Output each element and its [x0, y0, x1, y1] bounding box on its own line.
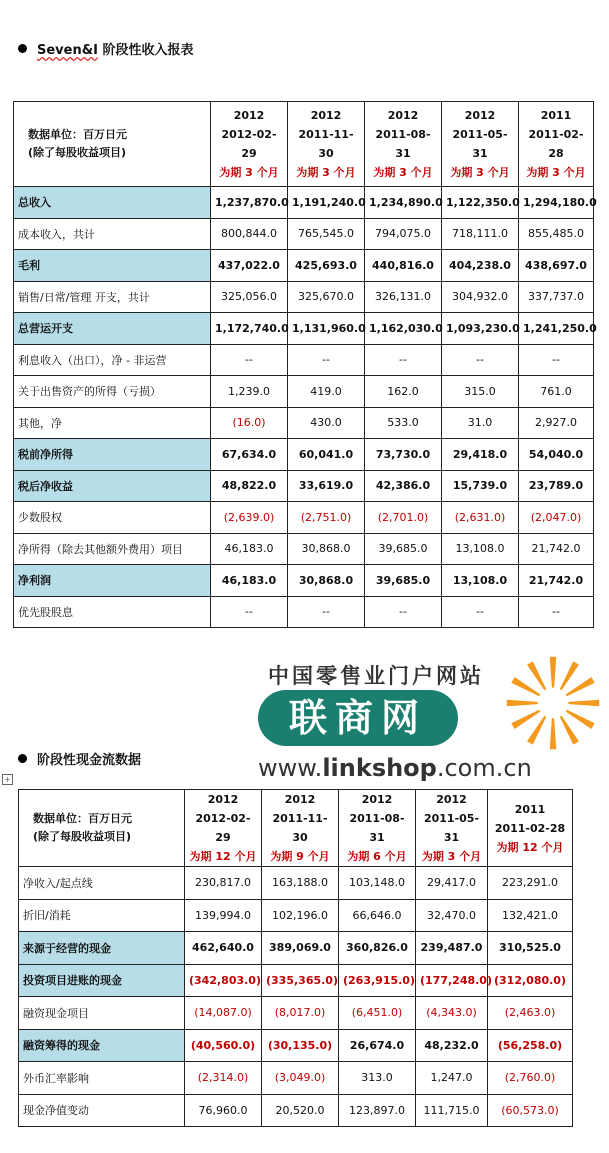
cell-value: 32,470.0: [416, 899, 488, 932]
cell-value: (3,049.0): [262, 1062, 339, 1095]
cell-value: (342,803.0): [185, 964, 262, 997]
cell-value: 29,418.0: [442, 439, 519, 471]
unit-note: 数据单位：百万日元 (除了每股收益项目): [19, 790, 185, 867]
cell-value: (2,631.0): [442, 502, 519, 534]
cashflow-section-title: [18, 749, 141, 768]
cell-value: (2,463.0): [488, 997, 573, 1030]
row-label: 融资现金项目: [19, 997, 185, 1030]
cell-value: 800,844.0: [211, 218, 288, 250]
cell-value: 389,069.0: [262, 932, 339, 965]
cell-value: --: [288, 344, 365, 376]
unit-note: 数据单位：百万日元 (除了每股收益项目): [14, 102, 211, 187]
row-label: 来源于经营的现金: [19, 932, 185, 965]
cell-value: (177,248.0): [416, 964, 488, 997]
table-row: [14, 218, 594, 250]
cell-value: (2,314.0): [185, 1062, 262, 1095]
cell-value: 462,640.0: [185, 932, 262, 965]
cell-value: 315.0: [442, 376, 519, 408]
cell-value: 31.0: [442, 407, 519, 439]
cell-value: 132,421.0: [488, 899, 573, 932]
column-header: 2012 2011-08-31 为期 6 个月: [339, 790, 416, 867]
row-label: 净所得（除去其他额外费用）项目: [14, 533, 211, 565]
table-anchor-icon[interactable]: +: [2, 774, 13, 785]
cell-value: 46,183.0: [211, 565, 288, 597]
cell-value: (263,915.0): [339, 964, 416, 997]
cell-value: (14,087.0): [185, 997, 262, 1030]
table-row: [19, 1094, 573, 1127]
cell-value: 23,789.0: [519, 470, 594, 502]
title-text: 阶段性现金流数据: [37, 753, 142, 768]
cell-value: 54,040.0: [519, 439, 594, 471]
column-header: 2012 2012-02-29 为期 12 个月: [185, 790, 262, 867]
column-header: 2012 2011-11-30 为期 3 个月: [288, 102, 365, 187]
cell-value: 1,093,230.0: [442, 313, 519, 345]
bullet-icon: [18, 44, 27, 53]
cell-value: 20,520.0: [262, 1094, 339, 1127]
cell-value: 1,131,960.0: [288, 313, 365, 345]
cell-value: 1,247.0: [416, 1062, 488, 1095]
table-row: [19, 899, 573, 932]
cell-value: (8,017.0): [262, 997, 339, 1030]
row-label: 其他，净: [14, 407, 211, 439]
table-row: [14, 502, 594, 534]
row-label: 折旧/消耗: [19, 899, 185, 932]
cell-value: (6,451.0): [339, 997, 416, 1030]
cell-value: --: [365, 344, 442, 376]
cell-value: 1,294,180.0: [519, 187, 594, 219]
cashflow-header-row: [19, 790, 573, 867]
cell-value: 1,122,350.0: [442, 187, 519, 219]
cell-value: 29,417.0: [416, 867, 488, 900]
cell-value: 440,816.0: [365, 250, 442, 282]
cell-value: (60,573.0): [488, 1094, 573, 1127]
row-label: 融资筹得的现金: [19, 1029, 185, 1062]
cell-value: 794,075.0: [365, 218, 442, 250]
table-row: [14, 344, 594, 376]
cell-value: 13,108.0: [442, 533, 519, 565]
cell-value: 76,960.0: [185, 1094, 262, 1127]
cell-value: (2,760.0): [488, 1062, 573, 1095]
title-company: Seven&I: [37, 43, 98, 58]
cell-value: 30,868.0: [288, 533, 365, 565]
column-header: 2011 2011-02-28 为期 12 个月: [488, 790, 573, 867]
cell-value: (2,047.0): [519, 502, 594, 534]
row-label: 少数股权: [14, 502, 211, 534]
table-row: [14, 187, 594, 219]
cell-value: --: [288, 596, 365, 628]
row-label: 税后净收益: [14, 470, 211, 502]
cell-value: 48,822.0: [211, 470, 288, 502]
cell-value: 139,994.0: [185, 899, 262, 932]
cell-value: (56,258.0): [488, 1029, 573, 1062]
income-header-row: [14, 102, 594, 187]
logo-tagline: 中国零售业门户网站: [268, 664, 484, 688]
cell-value: 533.0: [365, 407, 442, 439]
cell-value: 438,697.0: [519, 250, 594, 282]
logo-url: www.linkshop.com.cn: [258, 754, 532, 782]
cashflow-table: [18, 789, 573, 1127]
cell-value: 66,646.0: [339, 899, 416, 932]
row-label: 净利润: [14, 565, 211, 597]
cell-value: 425,693.0: [288, 250, 365, 282]
table-row: [19, 964, 573, 997]
row-label: 销售/日常/管理 开支，共计: [14, 281, 211, 313]
row-label: 优先股股息: [14, 596, 211, 628]
cell-value: 223,291.0: [488, 867, 573, 900]
cell-value: 21,742.0: [519, 565, 594, 597]
linkshop-logo: [258, 660, 598, 790]
cell-value: (30,135.0): [262, 1029, 339, 1062]
cell-value: 39,685.0: [365, 533, 442, 565]
cell-value: 337,737.0: [519, 281, 594, 313]
cell-value: 102,196.0: [262, 899, 339, 932]
bullet-icon: [18, 754, 27, 763]
cell-value: 430.0: [288, 407, 365, 439]
cell-value: 33,619.0: [288, 470, 365, 502]
cell-value: 718,111.0: [442, 218, 519, 250]
title-text: 阶段性收入报表: [102, 43, 194, 58]
table-row: [14, 596, 594, 628]
table-row: [14, 407, 594, 439]
cell-value: --: [211, 596, 288, 628]
row-label: 成本收入，共计: [14, 218, 211, 250]
cell-value: 30,868.0: [288, 565, 365, 597]
row-label: 关于出售资产的所得（亏损）: [14, 376, 211, 408]
cell-value: 304,932.0: [442, 281, 519, 313]
cell-value: 1,237,870.0: [211, 187, 288, 219]
cell-value: 123,897.0: [339, 1094, 416, 1127]
cell-value: (2,751.0): [288, 502, 365, 534]
table-row: [14, 376, 594, 408]
cell-value: (2,639.0): [211, 502, 288, 534]
table-row: [14, 533, 594, 565]
cell-value: (335,365.0): [262, 964, 339, 997]
cell-value: --: [365, 596, 442, 628]
cell-value: --: [211, 344, 288, 376]
cell-value: 21,742.0: [519, 533, 594, 565]
column-header: 2012 2011-11-30 为期 9 个月: [262, 790, 339, 867]
table-row: [14, 250, 594, 282]
cell-value: 1,191,240.0: [288, 187, 365, 219]
column-header: 2012 2011-05-31 为期 3 个月: [442, 102, 519, 187]
cell-value: 42,386.0: [365, 470, 442, 502]
row-label: 总营运开支: [14, 313, 211, 345]
column-header: 2011 2011-02-28 为期 3 个月: [519, 102, 594, 187]
row-label: 利息收入（出口），净 - 非运营: [14, 344, 211, 376]
cell-value: (2,701.0): [365, 502, 442, 534]
cell-value: 60,041.0: [288, 439, 365, 471]
cell-value: 855,485.0: [519, 218, 594, 250]
cell-value: 163,188.0: [262, 867, 339, 900]
column-header: 2012 2011-05-31 为期 3 个月: [416, 790, 488, 867]
cell-value: 103,148.0: [339, 867, 416, 900]
table-row: [19, 1062, 573, 1095]
cell-value: 2,927.0: [519, 407, 594, 439]
cell-value: 67,634.0: [211, 439, 288, 471]
row-label: 净收入/起点线: [19, 867, 185, 900]
cell-value: 404,238.0: [442, 250, 519, 282]
table-row: [19, 932, 573, 965]
cell-value: 437,022.0: [211, 250, 288, 282]
cell-value: (40,560.0): [185, 1029, 262, 1062]
cell-value: 13,108.0: [442, 565, 519, 597]
cell-value: --: [519, 344, 594, 376]
cell-value: 419.0: [288, 376, 365, 408]
cell-value: 239,487.0: [416, 932, 488, 965]
table-row: [19, 997, 573, 1030]
cell-value: 1,172,740.0: [211, 313, 288, 345]
cell-value: 1,234,890.0: [365, 187, 442, 219]
table-row: [14, 439, 594, 471]
cell-value: 1,162,030.0: [365, 313, 442, 345]
logo-wordmark: 联商网: [258, 690, 458, 746]
cell-value: --: [519, 596, 594, 628]
cell-value: 761.0: [519, 376, 594, 408]
table-row: [14, 565, 594, 597]
cell-value: 162.0: [365, 376, 442, 408]
cell-value: (4,343.0): [416, 997, 488, 1030]
row-label: 总收入: [14, 187, 211, 219]
cell-value: 325,670.0: [288, 281, 365, 313]
cell-value: 765,545.0: [288, 218, 365, 250]
table-row: [19, 867, 573, 900]
cell-value: 310,525.0: [488, 932, 573, 965]
cell-value: 313.0: [339, 1062, 416, 1095]
row-label: 税前净所得: [14, 439, 211, 471]
table-row: [14, 470, 594, 502]
cell-value: --: [442, 596, 519, 628]
cell-value: 46,183.0: [211, 533, 288, 565]
cell-value: 111,715.0: [416, 1094, 488, 1127]
cell-value: 1,241,250.0: [519, 313, 594, 345]
cell-value: --: [442, 344, 519, 376]
table-row: [14, 281, 594, 313]
cell-value: 360,826.0: [339, 932, 416, 965]
cell-value: 325,056.0: [211, 281, 288, 313]
column-header: 2012 2012-02-29 为期 3 个月: [211, 102, 288, 187]
row-label: 现金净值变动: [19, 1094, 185, 1127]
column-header: 2012 2011-08-31 为期 3 个月: [365, 102, 442, 187]
cell-value: 73,730.0: [365, 439, 442, 471]
row-label: 外币汇率影响: [19, 1062, 185, 1095]
row-label: 毛利: [14, 250, 211, 282]
cell-value: 48,232.0: [416, 1029, 488, 1062]
cell-value: 39,685.0: [365, 565, 442, 597]
income-section-title: [18, 39, 193, 58]
cell-value: (312,080.0): [488, 964, 573, 997]
cell-value: (16.0): [211, 407, 288, 439]
sun-icon: [498, 648, 608, 758]
cell-value: 326,131.0: [365, 281, 442, 313]
table-row: [19, 1029, 573, 1062]
income-statement-table: [13, 101, 597, 628]
cell-value: 26,674.0: [339, 1029, 416, 1062]
cell-value: 1,239.0: [211, 376, 288, 408]
row-label: 投资项目进账的现金: [19, 964, 185, 997]
cell-value: 230,817.0: [185, 867, 262, 900]
cell-value: 15,739.0: [442, 470, 519, 502]
table-row: [14, 313, 594, 345]
